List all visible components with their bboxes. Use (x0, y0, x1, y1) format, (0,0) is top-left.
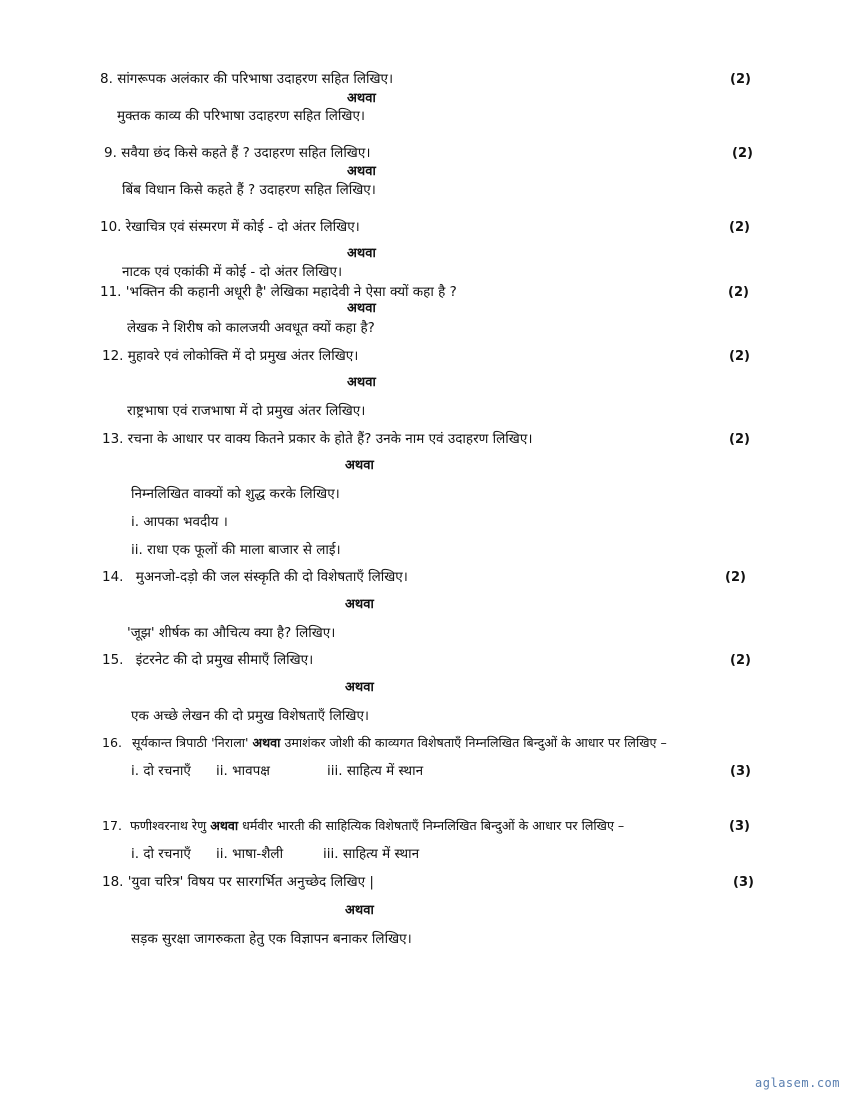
question-number: 9. (104, 145, 117, 161)
alternative-question: 'जूझ' शीर्षक का औचित्य क्या है? लिखिए। (127, 625, 336, 641)
athwa-label: अथवा (347, 375, 376, 390)
alternative-question: सड़क सुरक्षा जागरुकता हेतु एक विज्ञापन बनाकर लिखिए। (131, 931, 412, 947)
question-number: 8. (100, 71, 113, 87)
option-1: i. दो रचनाएँ (131, 763, 191, 779)
question-text-a: सूर्यकान्त त्रिपाठी 'निराला' (132, 735, 249, 750)
question-text: 'भक्तिन की कहानी अधूरी है' लेखिका महादेवी ने ऐसा क्यों कहा है ? (125, 284, 457, 300)
question-text: सवैया छंद किसे कहते हैं ? उदाहरण सहित लिखिए। (121, 145, 371, 161)
marks: (2) (730, 72, 751, 87)
option-2: ii. भाषा-शैली (216, 846, 284, 862)
question-text: मुअनजो-दड़ो की जल संस्कृति की दो विशेषताएँ लिखिए। (135, 569, 408, 585)
marks: (2) (729, 220, 750, 235)
marks: (2) (732, 146, 753, 161)
option-3: iii. साहित्य में स्थान (323, 846, 420, 862)
question-text-b: धर्मवीर भारती की साहित्यिक विशेषताएँ निम्नलिखित बिन्दुओं के आधार पर लिखिए – (242, 818, 625, 833)
athwa-label: अथवा (347, 301, 376, 316)
question-text: रचना के आधार पर वाक्य कितने प्रकार के होते हैं? उनके नाम एवं उदाहरण लिखिए। (127, 431, 533, 447)
alternative-question: मुक्तक काव्य की परिभाषा उदाहरण सहित लिखिए। (117, 108, 366, 124)
marks: (2) (729, 349, 750, 364)
question-18 (102, 873, 374, 891)
athwa-inline: अथवा (252, 735, 281, 750)
question-11 (100, 283, 457, 301)
question-number: 12. (102, 348, 124, 364)
question-16 (102, 734, 667, 752)
question-8 (100, 70, 393, 88)
athwa-inline: अथवा (210, 818, 239, 833)
question-text-b: उमाशंकर जोशी की काव्यगत विशेषताएँ निम्नलिखित बिन्दुओं के आधार पर लिखिए – (284, 735, 667, 750)
question-number: 18. (102, 874, 124, 890)
athwa-label: अथवा (347, 246, 376, 261)
alternative-question: लेखक ने शिरीष को कालजयी अवधूत क्यों कहा है? (127, 320, 375, 336)
alternative-item: ii. राधा एक फूलों की माला बाजार से लाई। (131, 542, 341, 558)
alternative-item: i. आपका भवदीय । (131, 514, 228, 530)
athwa-label: अथवा (345, 680, 374, 695)
question-text: इंटरनेट की दो प्रमुख सीमाएँ लिखिए। (135, 652, 314, 668)
watermark: aglasem.com (755, 1076, 840, 1090)
question-10 (100, 218, 360, 236)
question-number: 14. (102, 569, 124, 585)
question-number: 13. (102, 431, 124, 447)
alternative-question: बिंब विधान किसे कहते हैं ? उदाहरण सहित लिखिए। (122, 182, 376, 198)
question-text: सांगरूपक अलंकार की परिभाषा उदाहरण सहित लिखिए। (117, 71, 394, 87)
question-17 (102, 817, 624, 835)
athwa-label: अथवा (345, 903, 374, 918)
alternative-question: नाटक एवं एकांकी में कोई - दो अंतर लिखिए। (122, 264, 343, 280)
athwa-label: अथवा (347, 164, 376, 179)
option-1: i. दो रचनाएँ (131, 846, 191, 862)
athwa-label: अथवा (347, 91, 376, 106)
alternative-question: एक अच्छे लेखन की दो प्रमुख विशेषताएँ लिखिए। (131, 708, 370, 724)
question-15 (102, 651, 313, 669)
question-text: मुहावरे एवं लोकोक्ति में दो प्रमुख अंतर लिखिए। (127, 348, 359, 364)
alternative-question: निम्नलिखित वाक्यों को शुद्ध करके लिखिए। (131, 486, 340, 502)
marks: (3) (730, 764, 751, 779)
question-number: 15. (102, 652, 124, 668)
marks: (3) (729, 819, 750, 834)
marks: (2) (725, 570, 746, 585)
option-3: iii. साहित्य में स्थान (327, 763, 424, 779)
question-number: 17. (102, 818, 123, 833)
question-number: 16. (102, 735, 123, 750)
marks: (3) (733, 875, 754, 890)
question-13 (102, 430, 532, 448)
marks: (2) (728, 285, 749, 300)
question-text-a: फणीश्वरनाथ रेणु (130, 818, 207, 833)
question-text: 'युवा चरित्र' विषय पर सारगर्भित अनुच्छेद लिखिए | (127, 874, 374, 890)
athwa-label: अथवा (345, 458, 374, 473)
question-text: रेखाचित्र एवं संस्मरण में कोई - दो अंतर लिखिए। (125, 219, 360, 235)
marks: (2) (730, 653, 751, 668)
question-14 (102, 568, 408, 586)
question-number: 11. (100, 284, 122, 300)
question-number: 10. (100, 219, 122, 235)
question-12 (102, 347, 358, 365)
question-9 (104, 144, 370, 162)
marks: (2) (729, 432, 750, 447)
alternative-question: राष्ट्रभाषा एवं राजभाषा में दो प्रमुख अंतर लिखिए। (127, 403, 366, 419)
athwa-label: अथवा (345, 597, 374, 612)
option-2: ii. भावपक्ष (216, 763, 270, 779)
